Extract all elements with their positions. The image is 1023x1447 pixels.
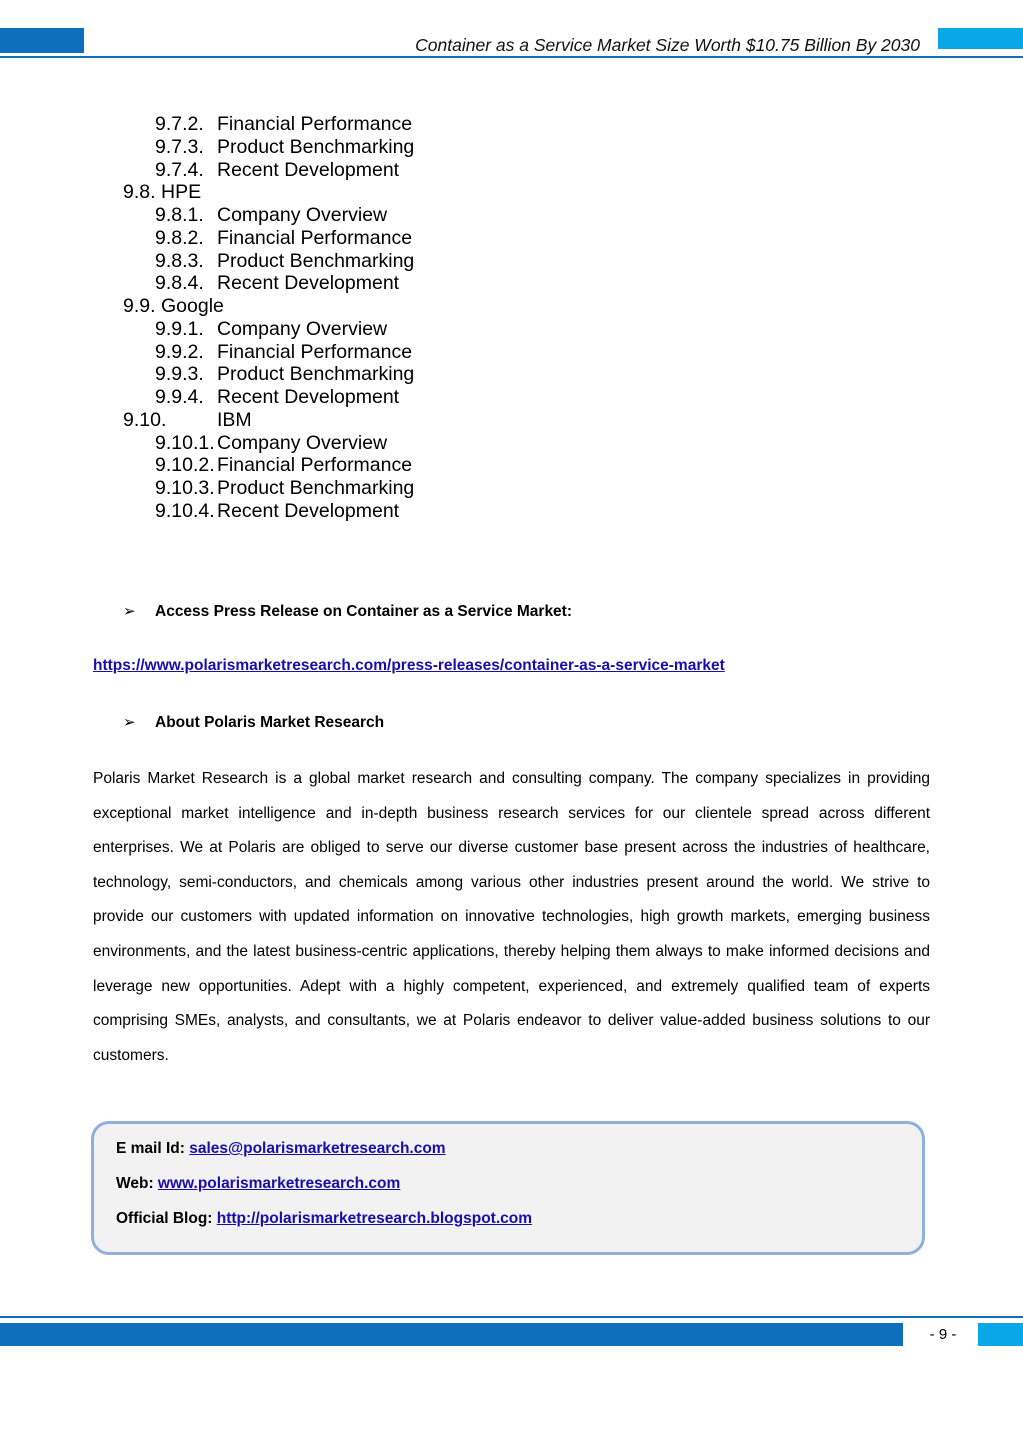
about-paragraph: Polaris Market Research is a global market research and consulting company. The company specializes in providing exceptional market intelligence and in-depth business research services for our clientele spread across different enterprises. We at Polaris are obliged to serve our diverse customer base present across the industries of healthcare, technology, semi-conductors, and chemicals among various other industries present around the world. We strive to provide our customers with updated information on innovative technologies, high growth markets, emerging business environments, and the latest business-centric applications, thereby helping them always to make informed decisions and leverage new opportunities. Adept with a highly competent, experienced, and extremely qualified team of experts comprising SMEs, analysts, and consultants, we at Polaris endeavor to deliver value-added business solutions to our customers. <box>93 770 930 1064</box>
toc-label: Recent Development <box>217 272 400 295</box>
toc-label: Recent Development <box>217 158 400 181</box>
toc-number: 9.7.4. <box>155 158 204 181</box>
footer-rule <box>0 1316 1023 1318</box>
toc-number: 9.10.3. <box>155 477 215 499</box>
web-line <box>116 1175 400 1193</box>
toc-number: 9.9.1. <box>155 317 204 340</box>
blog-line <box>116 1210 532 1228</box>
toc-number: 9.9.2. <box>155 340 204 363</box>
page-header-title: Container as a Service Market Size Worth $10.75 Billion By 2030 <box>415 35 920 55</box>
toc-label: Recent Development <box>217 499 400 522</box>
about-heading: About Polaris Market Research <box>155 714 385 731</box>
header-rule <box>0 56 1023 58</box>
toc-number: 9.8.1. <box>155 204 204 226</box>
toc-number: 9.10.2. <box>155 454 215 477</box>
contact-box <box>91 1121 925 1255</box>
toc-label: IBM <box>217 408 252 431</box>
toc-label: Google <box>161 295 224 317</box>
toc-label: Financial Performance <box>217 113 413 135</box>
toc-number: 9.7.3. <box>155 135 204 158</box>
toc-number: 9.7.2. <box>155 113 204 135</box>
arrow-bullet-icon: ➢ <box>123 602 136 620</box>
toc-number: 9.9.3. <box>155 363 204 386</box>
toc-number: 9.9. <box>123 295 156 317</box>
blog-label: Official Blog: <box>116 1210 213 1227</box>
web-label: Web: <box>116 1175 154 1192</box>
footer-bar <box>0 1323 903 1346</box>
arrow-bullet-icon: ➢ <box>123 713 136 731</box>
toc-number: 9.10.4. <box>155 499 215 522</box>
toc-label: HPE <box>161 181 202 204</box>
header-bar-left <box>0 28 84 53</box>
toc-number: 9.8. <box>123 181 156 204</box>
web-link[interactable]: www.polarismarketresearch.com <box>157 1175 401 1192</box>
header-bar-right <box>938 28 1023 49</box>
toc-label: Product Benchmarking <box>217 135 415 158</box>
toc-label: Product Benchmarking <box>217 477 415 499</box>
toc-number: 9.9.4. <box>155 386 204 408</box>
toc-label: Product Benchmarking <box>217 363 415 386</box>
toc-label: Company Overview <box>217 431 388 454</box>
toc-number: 9.8.3. <box>155 249 204 272</box>
press-release-link[interactable]: https://www.polarismarketresearch.com/press-releases/container-as-a-service-market <box>93 657 725 674</box>
toc-label: Company Overview <box>217 204 388 226</box>
toc-label: Financial Performance <box>217 226 413 249</box>
toc-number: 9.8.4. <box>155 272 204 295</box>
toc-number: 9.10. <box>123 408 167 431</box>
toc-label: Financial Performance <box>217 340 413 363</box>
toc-label: Company Overview <box>217 317 388 340</box>
toc-label: Product Benchmarking <box>217 249 415 272</box>
toc-number: 9.10.1. <box>155 431 215 454</box>
footer-bar-right <box>978 1323 1023 1346</box>
email-label: E mail Id: <box>116 1140 185 1157</box>
email-line <box>116 1140 446 1158</box>
page-number: - 9 - <box>929 1326 957 1343</box>
toc-label: Financial Performance <box>217 454 413 477</box>
press-release-heading: Access Press Release on Container as a Service Market: <box>155 603 573 620</box>
blog-link[interactable]: http://polarismarketresearch.blogspot.com <box>216 1210 533 1227</box>
email-link[interactable]: sales@polarismarketresearch.com <box>189 1140 446 1157</box>
toc-number: 9.8.2. <box>155 226 204 249</box>
toc-label: Recent Development <box>217 386 400 408</box>
